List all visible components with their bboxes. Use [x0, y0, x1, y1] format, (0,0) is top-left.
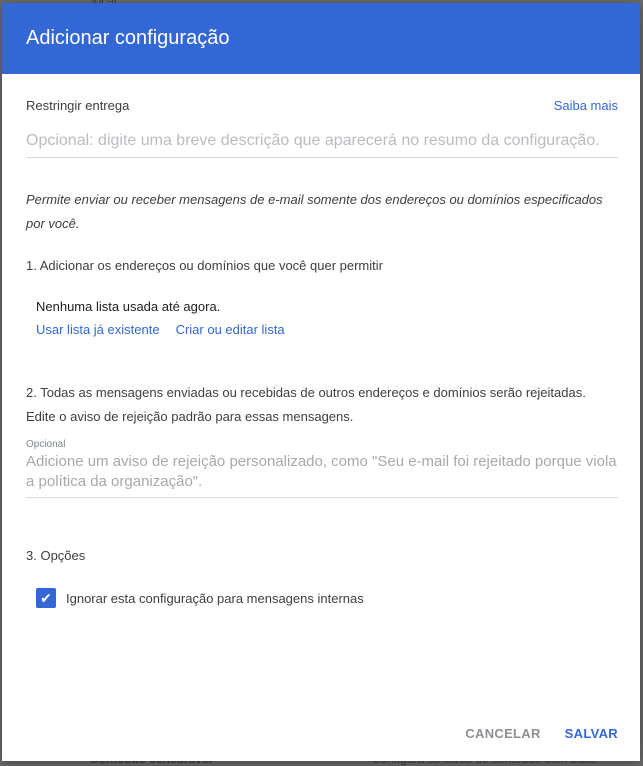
section-label: Restringir entrega: [26, 98, 130, 113]
description-input[interactable]: [26, 128, 618, 158]
list-links: [36, 319, 618, 341]
dialog-actions: [465, 726, 618, 741]
rejection-notice-field: [26, 439, 618, 498]
no-lists-text: Nenhuma lista usada até agora.: [36, 299, 221, 314]
intro-text: Permite enviar ou receber mensagens de e-mail somente dos endereços ou domínios especificados por você.: [26, 192, 603, 231]
address-lists: [26, 295, 618, 341]
step3-heading: 3. Opções: [26, 548, 86, 563]
create-edit-list-link[interactable]: Criar ou editar lista: [175, 322, 285, 337]
section-header: [26, 98, 618, 118]
dialog-title: Adicionar configuração: [26, 27, 230, 49]
rejection-notice-input[interactable]: [26, 450, 618, 498]
check-icon: ✔: [40, 589, 52, 606]
add-setting-dialog: [2, 3, 640, 761]
rejection-notice-label: Opcional: [26, 439, 66, 450]
step1-heading: 1. Adicionar os endereços ou domínios que você quer permitir: [26, 258, 383, 273]
learn-more-link[interactable]: Saiba mais: [553, 98, 618, 113]
use-existing-list-link[interactable]: Usar lista já existente: [36, 322, 160, 337]
ignore-internal-label: Ignorar esta configuração para mensagens internas: [66, 590, 364, 606]
ignore-internal-checkbox[interactable]: [36, 588, 56, 608]
dialog-content: [2, 98, 640, 608]
cancel-button[interactable]: CANCELAR: [465, 726, 541, 741]
save-button[interactable]: SALVAR: [564, 726, 618, 741]
dialog-header: [2, 3, 640, 74]
ignore-internal-option[interactable]: [36, 588, 618, 608]
step2-text: 2. Todas as mensagens enviadas ou recebidas de outros endereços e domínios serão rejeitadas. Edite o aviso de rejeição padrão para essas mensagens.: [26, 385, 586, 424]
